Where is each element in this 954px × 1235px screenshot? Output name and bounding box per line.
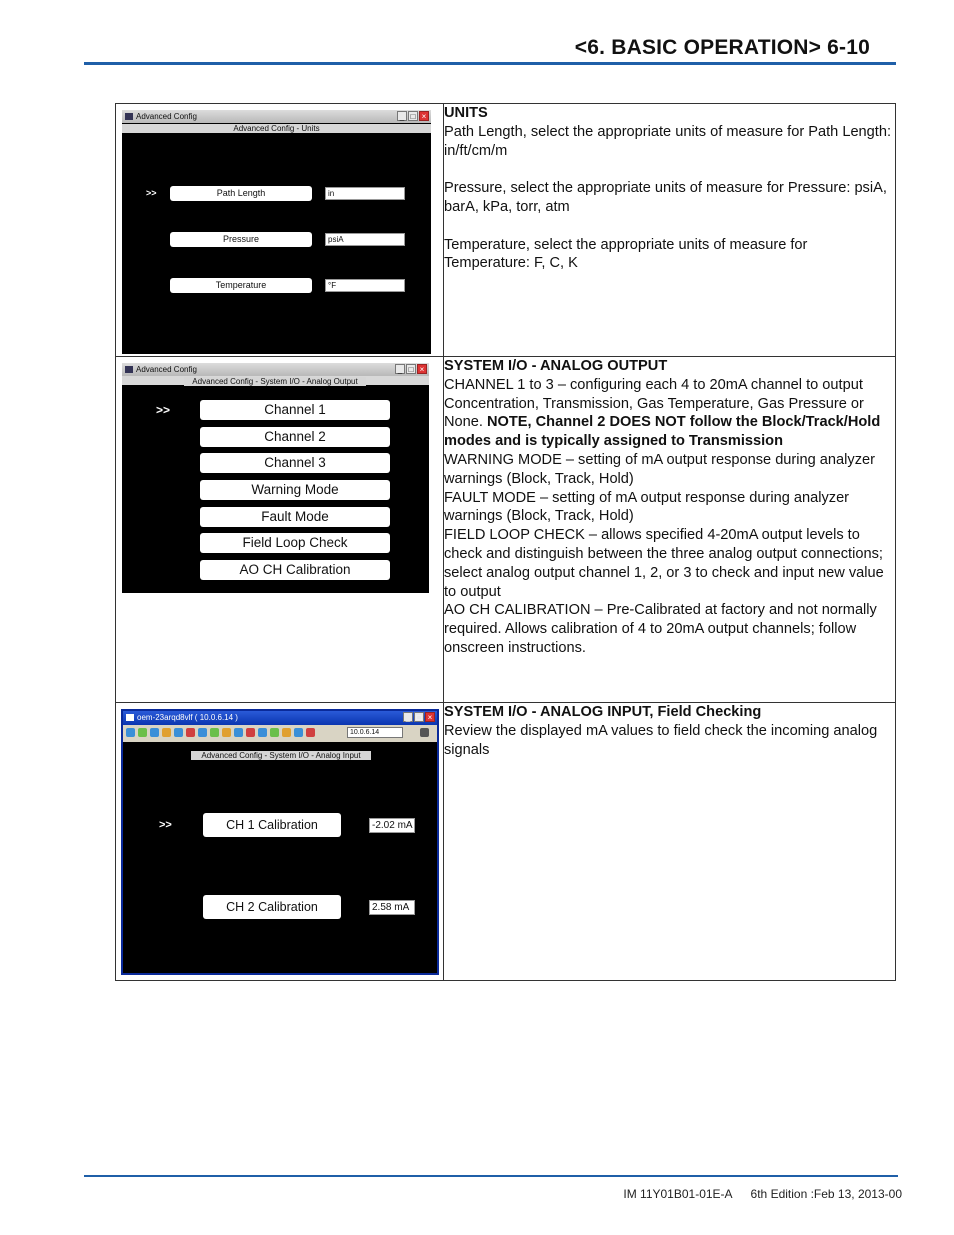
table-row-analog-output (116, 357, 896, 703)
toolbar-icon[interactable] (198, 728, 207, 737)
toolbar-icon[interactable] (222, 728, 231, 737)
app-icon (125, 113, 133, 120)
ao-ch-calibration-button[interactable]: AO CH Calibration (200, 560, 390, 580)
screen-subtitle: Advanced Config - System I/O - Analog Input (191, 751, 371, 760)
path-length-button[interactable]: Path Length (170, 186, 312, 201)
toolbar-icon[interactable] (210, 728, 219, 737)
description-text: FIELD LOOP CHECK – allows specified 4-20mA output levels to check and distinguish between the three analog output connections; select analog output channel 1, 2, or 3 to check and input new value to output (444, 527, 884, 600)
description-text: Path Length, select the appropriate units of measure for Path Length: in/ft/cm/m (444, 123, 892, 159)
screenshot-cell (116, 703, 444, 981)
window-title: Advanced Config (136, 112, 197, 121)
toolbar-icon[interactable] (126, 728, 135, 737)
selector-arrow: >> (159, 819, 172, 831)
toolbar-icon[interactable] (138, 728, 147, 737)
screen-subtitle: Advanced Config - System I/O - Analog Output (184, 377, 366, 386)
window-titlebar (122, 363, 429, 376)
toolbar-icon[interactable] (150, 728, 159, 737)
toolbar-icon[interactable] (234, 728, 243, 737)
temperature-button[interactable]: Temperature (170, 278, 312, 293)
pressure-value[interactable]: psiA (325, 233, 405, 246)
section-heading: UNITS (444, 105, 488, 121)
screenshot-cell (116, 104, 444, 357)
screenshot-cell (116, 357, 444, 703)
ch2-calibration-button[interactable]: CH 2 Calibration (203, 895, 341, 919)
channel-3-button[interactable]: Channel 3 (200, 453, 390, 473)
header-rule (84, 62, 896, 65)
connect-icon[interactable] (420, 728, 429, 737)
screen-subtitle: Advanced Config - Units (122, 124, 431, 133)
description-text: AO CH CALIBRATION – Pre-Calibrated at factory and not normally required. Allows calibration of 4 to 20mA output channels; follow onscreen instructions. (444, 602, 877, 656)
section-heading: SYSTEM I/O - ANALOG INPUT, Field Checking (444, 704, 762, 720)
description-cell (444, 357, 896, 703)
window-title: oem-23arqd8vlf ( 10.0.6.14 ) (137, 713, 238, 722)
description-text (444, 376, 895, 451)
description-text: Review the displayed mA values to field check the incoming analog signals (444, 722, 878, 758)
close-icon[interactable]: × (417, 364, 427, 374)
maximize-icon[interactable]: □ (406, 364, 416, 374)
document-id: IM 11Y01B01-01E-A (623, 1187, 733, 1201)
description-text: WARNING MODE – setting of mA output response during analyzer warnings (Block, Track, Hold) (444, 451, 875, 487)
maximize-icon[interactable]: □ (408, 111, 418, 121)
analog-input-screenshot (121, 709, 439, 975)
channel-2-note: NOTE, Channel 2 DOES NOT follow the Block/Track/Hold modes and is typically assigned to Transmission (444, 414, 881, 450)
close-icon[interactable]: × (419, 111, 429, 121)
ch2-ma-value: 2.58 mA (369, 900, 415, 915)
toolbar-icon[interactable] (294, 728, 303, 737)
table-row-units (116, 104, 896, 357)
toolbar-icon[interactable] (306, 728, 315, 737)
maximize-icon[interactable]: □ (414, 712, 424, 722)
channel-1-button[interactable]: Channel 1 (200, 400, 390, 420)
toolbar-icon[interactable] (282, 728, 291, 737)
selector-arrow: >> (146, 188, 157, 198)
table-row-analog-input (116, 703, 896, 981)
toolbar-icon[interactable] (270, 728, 279, 737)
field-loop-check-button[interactable]: Field Loop Check (200, 533, 390, 553)
section-heading: SYSTEM I/O - ANALOG OUTPUT (444, 358, 668, 374)
description-cell (444, 104, 896, 357)
ch1-calibration-button[interactable]: CH 1 Calibration (203, 813, 341, 837)
analog-output-screenshot (122, 363, 429, 593)
path-length-value[interactable]: in (325, 187, 405, 200)
description-text: FAULT MODE – setting of mA output response during analyzer warnings (Block, Track, Hold) (444, 489, 850, 525)
units-screenshot (122, 110, 431, 354)
minimize-icon[interactable]: _ (395, 364, 405, 374)
channel-2-button[interactable]: Channel 2 (200, 427, 390, 447)
temperature-value[interactable]: °F (325, 279, 405, 292)
minimize-icon[interactable]: _ (397, 111, 407, 121)
selector-arrow: >> (156, 403, 171, 417)
ch1-ma-value: -2.02 mA (369, 818, 415, 833)
description-text: Pressure, select the appropriate units of measure for Pressure: psiA, barA, kPa, torr, atm (444, 180, 887, 215)
toolbar-icon[interactable] (162, 728, 171, 737)
close-icon[interactable]: × (425, 712, 435, 722)
minimize-icon[interactable]: _ (403, 712, 413, 722)
app-icon (125, 366, 133, 373)
footer (623, 1187, 902, 1201)
window-titlebar (123, 711, 437, 725)
pressure-button[interactable]: Pressure (170, 232, 312, 247)
description-text: Temperature, select the appropriate units of measure for Temperature: F, C, K (444, 236, 808, 272)
channel-description: CHANNEL 1 to 3 – configuring each 4 to 20mA channel to output Concentration, Transmission, Gas Temperature, Gas Pressure or None. (444, 376, 864, 431)
address-field[interactable]: 10.0.6.14 (347, 727, 403, 738)
window-titlebar (122, 110, 431, 123)
toolbar-icon[interactable] (174, 728, 183, 737)
window-title: Advanced Config (136, 365, 197, 374)
description-cell (444, 703, 896, 981)
page-title: <6. BASIC OPERATION> 6-10 (574, 36, 870, 59)
footer-rule (84, 1175, 898, 1177)
content-table (115, 103, 896, 981)
warning-mode-button[interactable]: Warning Mode (200, 480, 390, 500)
toolbar-icon[interactable] (246, 728, 255, 737)
app-icon (126, 714, 134, 721)
toolbar-icon[interactable] (186, 728, 195, 737)
toolbar-icon[interactable] (258, 728, 267, 737)
fault-mode-button[interactable]: Fault Mode (200, 507, 390, 527)
toolbar (123, 725, 437, 742)
edition-date: 6th Edition :Feb 13, 2013-00 (750, 1187, 902, 1201)
